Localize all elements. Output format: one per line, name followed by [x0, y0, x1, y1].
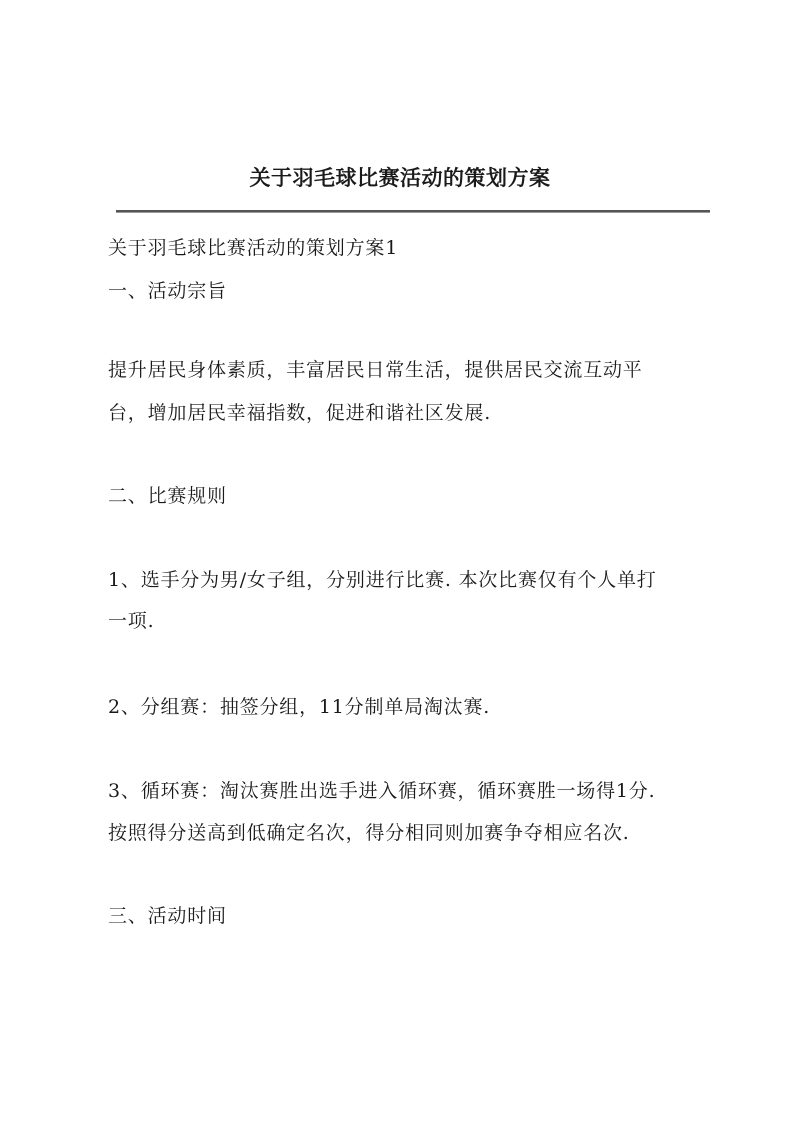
section-heading-purpose: 一、活动宗旨: [108, 280, 227, 302]
paragraph-purpose-line: 提升居民身体素质，丰富居民日常生活，提供居民交流互动平: [108, 359, 643, 381]
rule-1-line: 1、选手分为男/女子组，分别进行比赛. 本次比赛仅有个人单打: [108, 569, 657, 591]
paragraph-purpose-line: 台，增加居民幸福指数，促进和谐社区发展.: [108, 402, 492, 424]
document-title: 关于羽毛球比赛活动的策划方案: [249, 165, 551, 190]
section-heading-rules: 二、比赛规则: [108, 485, 227, 507]
subtitle: 关于羽毛球比赛活动的策划方案1: [108, 237, 399, 259]
section-heading-time: 三、活动时间: [108, 905, 227, 927]
rule-3-line: 3、循环赛：淘汰赛胜出选手进入循环赛，循环赛胜一场得1分.: [108, 780, 656, 802]
rule-2-line: 2、分组赛：抽签分组，11分制单局淘汰赛.: [108, 696, 491, 718]
title-divider: [116, 210, 710, 213]
rule-3-line: 按照得分送高到低确定名次，得分相同则加赛争夺相应名次.: [108, 822, 630, 844]
rule-1-line: 一项.: [108, 610, 155, 632]
